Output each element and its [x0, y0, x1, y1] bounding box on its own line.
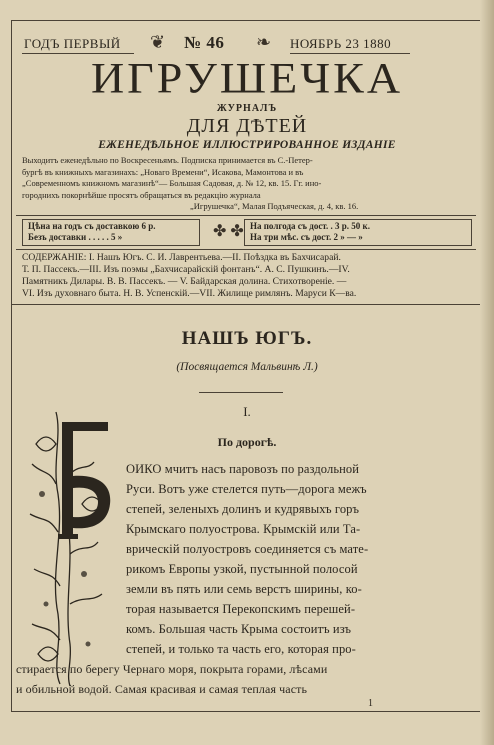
article-subtitle: По дорогѣ.	[217, 435, 277, 449]
publisher-note-line: „Современномъ книжномъ магазинѣ“— Большая Садовая, д. № 12, кв. 15. Гг. ино-	[22, 178, 322, 188]
page-number: 1	[368, 698, 373, 709]
contents-bottom-rule	[11, 304, 481, 305]
divider-rule	[16, 215, 476, 216]
article-line: степей, зеленыхъ долинъ и кудрявыхъ горъ	[126, 502, 360, 516]
price-half-year: На полгода съ дост. . 3 р. 50 к.	[250, 221, 370, 231]
ornament-right-icon: ❧	[256, 32, 272, 52]
article-line: стирается по берегу Чернаго моря, покрыта горами, лѣсами	[16, 662, 328, 676]
article-line: Крымскаго полуострова. Крымскій или Та-	[126, 522, 361, 536]
contents-line: СОДЕРЖАНІЕ: I. Нашъ Югъ. С. И. Лаврентьева.—II. Поѣздка въ Бахчисарай.	[22, 252, 341, 263]
issue-date: НОЯБРЬ 23 1880	[290, 36, 392, 51]
price-annual-delivery: Цѣна на годъ съ доставкою 6 р.	[28, 221, 156, 231]
article-line: степей, и только та часть его, которая про-	[126, 642, 356, 656]
divider-rule	[16, 249, 476, 250]
article-line: рикомъ Европы узкой, пустынной полосой	[126, 562, 358, 576]
article-line: земли въ пять или семь верстъ ширины, ко-	[126, 582, 362, 596]
article-line: ОИКО мчитъ насъ паровозъ по раздольной	[126, 462, 360, 476]
contents-line: Памятникъ Дилары. В. В. Пассекъ. — V. Байдарская долина. Стихотвореніе. —	[22, 276, 347, 287]
decorated-initial-letter-b-icon	[22, 404, 112, 689]
article-line: Руси. Вотъ уже стелется путь—дорога межъ	[126, 482, 367, 496]
article-line: и обильной водой. Самая красивая и самая теплая часть	[16, 682, 308, 696]
article-section-number: I.	[243, 404, 251, 419]
publisher-note-line: городнихъ покорнѣйше просятъ обращаться въ редакцію журнала	[22, 189, 261, 200]
ornament-center-icon: ✤ ✤	[213, 223, 244, 240]
contents-line: VI. Изъ духовнаго быта. Н. В. Успенскій.—VII. Жилище римлянъ. Маруси К—ва.	[22, 288, 357, 299]
journal-title: ИГРУШЕЧКА	[90, 53, 404, 102]
article-line: врическій полуостровъ соединяется съ мате-	[126, 542, 369, 556]
publisher-note-line: Выходитъ еженедѣльно по Воскресеньямъ. Подписка принимается въ С.-Петер-	[22, 155, 313, 165]
contents-line: Т. П. Пассекъ.—III. Изъ поэмы „Бахчисарайскій фонтанъ“. А. С. Пушкинъ.—IV.	[22, 264, 350, 275]
issue-number: № 46	[184, 33, 225, 52]
short-rule	[199, 392, 283, 393]
page-edge-shadow	[480, 0, 494, 745]
masthead-for-children: ДЛЯ ДѢТЕЙ	[186, 115, 308, 137]
masthead-subtitle: ЕЖЕНЕДѢЛЬНОЕ ИЛЛЮСТРИРОВАННОЕ ИЗДАНІЕ	[98, 139, 396, 151]
masthead-journal-word: ЖУРНАЛЪ	[216, 103, 278, 114]
article-line: комъ. Большая часть Крыма состоитъ изъ	[126, 622, 352, 636]
ornament-left-icon: ❦	[150, 32, 166, 52]
publisher-note-line: бургѣ въ книжныхъ магазинахъ: „Новаго Времени“, Исакова, Мамонтова и въ	[22, 166, 304, 177]
issue-year: ГОДЪ ПЕРВЫЙ	[24, 36, 121, 51]
price-annual-no-delivery: Безъ доставки . . . . . 5 »	[28, 232, 123, 242]
publisher-note-line: „Игрушечка“, Малая Подъяческая, д. 4, кв. 16.	[190, 201, 359, 211]
price-three-months: На три мѣс. съ дост. 2 » — »	[250, 232, 363, 242]
article-dedication: (Посвящается Мальвинѣ Л.)	[176, 361, 318, 373]
article-title: НАШЪ ЮГЪ.	[181, 328, 313, 349]
article-line: торая называется Перекопскимъ перешей-	[126, 602, 356, 616]
